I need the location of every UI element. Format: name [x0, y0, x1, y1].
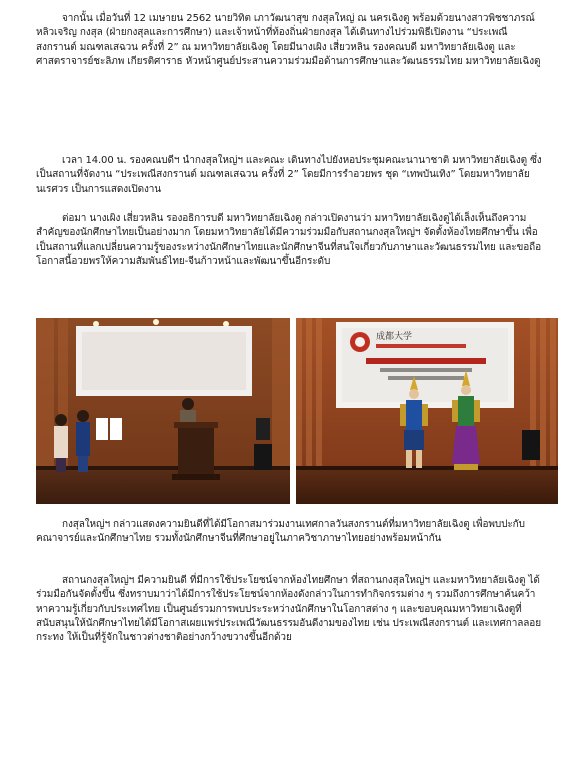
paragraph-1: จากนั้น เมื่อวันที่ 12 เมษายน 2562 นายวิทิต เภาวัฒนาสุข กงสุลใหญ่ ณ นครเฉิงตู พร้อมด้วยนางสาวพิชชาภรณ์ หลิวเจริญ กงสุล (ฝ่ายกงสุลและการศึกษา) และเจ้าหน้าที่ท้องถิ่นฝ่ายกงสุล ได้เดินทางไปร่วมพิธีเปิดงาน “ประเพณีสงกรานต์ มณฑลเสฉวน ครั้งที่ 2” ณ มหาวิทยาลัยเฉิงตู โดยมีนางเผิง เสี่ยวหลิน รองคณบดี มหาวิทยาลัยเฉิงตู และศาสตราจารย์ชะลิภพ เกียรติศาราธ หัวหน้าศูนย์ประสานความร่วมมือด้านการศึกษาและวัฒนธรรมไทย มหาวิทยาลัยเฉิงตู [36, 13, 541, 67]
event-photo-dance [296, 318, 558, 504]
paragraph-2: เวลา 14.00 น. รองคณบดีฯ นำกงสุลใหญ่ฯ และคณะ เดินทางไปยังหอประชุมคณะนานาชาติ มหาวิทยาลัยเฉิงตู ซึ่งเป็นสถานที่จัดงาน “ประเพณีสงกรานต์ มณฑลเสฉวน ครั้งที่ 2” โดยมีการรำอวยพร ชุด “เทพบันเทิง” โดยมหาวิทยาลัยนเรศวร เป็นการแสดงเปิดงาน [36, 155, 542, 195]
paragraph-3: ต่อมา นางเผิง เสี่ยวหลิน รองอธิการบดี มหาวิทยาลัยเฉิงตู กล่าวเปิดงานว่า มหาวิทยาลัยเฉิงตูได้เล็งเห็นถึงความสำคัญของนักศึกษาไทยเป็นอย่างมาก โดยมหาวิทยาลัยได้มีความร่วมมือกับสถานกงสุลใหญ่ฯ จัดตั้งห้องไทยศึกษาขึ้น เพื่อเป็นสถานที่แลกเปลี่ยนความรู้ของระหว่างนักศึกษาไทยและนักศึกษาจีนที่สนใจเกี่ยวกับภาษาและวัฒนธรรมไทย และขอถือโอกาสนี้อวยพรให้ความสัมพันธ์ไทย-จีนก้าวหน้าและพัฒนาขึ้นอีกระดับ [36, 213, 542, 267]
banner-text: 成都大学 [376, 332, 413, 342]
event-photo-podium [36, 318, 290, 504]
paragraph-5: สถานกงสุลใหญ่ฯ มีความยินดี ที่มีการใช้ประโยชน์จากห้องไทยศึกษา ที่สถานกงสุลใหญ่ฯ และมหาวิทยาลัยเฉิงตู ได้ร่วมมือกันจัดตั้งขึ้น ซึ่งทราบมาว่าได้มีการใช้ประโยชน์จากห้องดังกล่าวในการทำกิจกรรมต่าง ๆ รวมถึงการศึกษาค้นคว้าหาความรู้เกี่ยวกับประเทศไทย เป็นศูนย์รวมการพบประระหว่างนักศึกษาในโอกาสต่าง ๆ และขอบคุณมหาวิทยาเฉิงตูที่สนับสนุนให้นักศึกษาไทยได้มีโอกาสเผยแพร่ประเพณีวัฒนธรรมอันดีงามของไทย เช่น ประเพณีสงกรานต์ และเทศกาลลอยกระทง ให้เป็นที่รู้จักในชาวต่างชาติอย่างกว้างขวางขึ้นอีกด้วย [36, 575, 541, 644]
paragraph-4: กงสุลใหญ่ฯ กล่าวแสดงความยินดีที่ได้มีโอกาสมาร่วมงานเทศกาลวันสงกรานต์ที่มหาวิทยาลัยเฉิงตู เพื่อพบปะกับคณาจารย์และนักศึกษาไทย รวมทั้งนักศึกษาจีนที่ศึกษาอยู่ในภาควิชาภาษาไทยอย่างพร้อมหน้ากัน [36, 519, 525, 545]
